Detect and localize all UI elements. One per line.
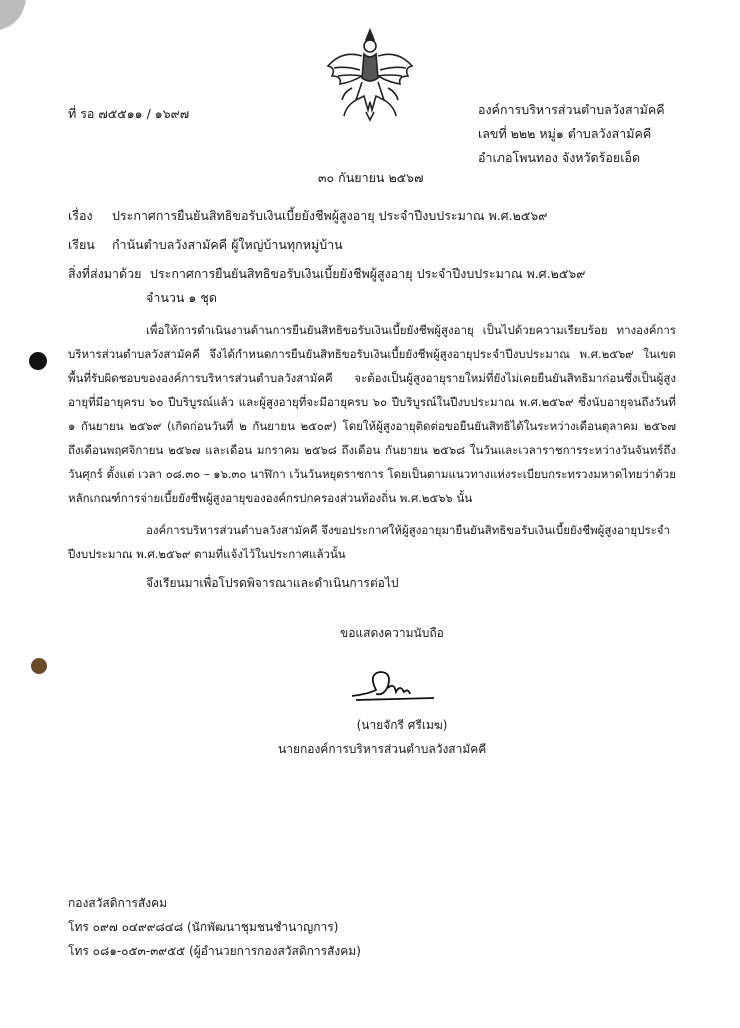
subject-label: เรื่อง [68,208,93,223]
regards-text: ขอแสดงความนับถือ [340,626,444,640]
recipient-line [68,235,343,255]
punch-hole-mark [29,352,47,370]
reference-number: ที่ รอ ๗๕๕๑๑ / ๑๖๙๗ [68,106,190,121]
department-name: กองสวัสดิการสังคม [68,896,168,910]
enclosure-text: ประกาศการยืนยันสิทธิขอรับเงินเบี้ยยังชีพผู้สูงอายุ ประจำปีงบประมาณ พ.ศ.๒๕๖๙ [149,266,586,281]
recipient-label: เรียน [68,237,95,252]
body-paragraph-2: องค์การบริหารส่วนตำบลวังสามัคคี จึงขอประกาศให้ผู้สูงอายุมายืนยันสิทธิขอรับเงินเบี้ยยังชีพผู้สูงอายุประจำปีงบประมาณ พ.ศ.๒๕๖๙ ตามที่แจ้งไว้ในประกาศแล้วนั้น [68,523,670,561]
address-line: เลขที่ ๒๒๒ หมู่๑ ตำบลวังสามัคคี [478,126,652,141]
recipient-text: กำนันตำบลวังสามัคคี ผู้ใหญ่บ้านทุกหมู่บ้าน [111,237,343,252]
body-paragraph-1: เพื่อให้การดำเนินงานด้านการยืนยันสิทธิขอรับเงินเบี้ยยังชีพผู้สูงอายุ เป็นไปด้วยความเรียบร้อย ทางองค์การบริหารส่วนตำบลวังสามัคคี จึงได้กำหนดการยืนยันสิทธิขอรับเงินเบี้ยยังชีพผู้สูงอายุประจำปีงบประมาณ พ.ศ.๒๕๖๙ ในเขตพื้นที่รับผิดชอบขององค์การบริหารส่วนตำบลวังสามัคคี จะต้องเป็นผู้สูงอายุรายใหม่ที่ยังไม่เคยยืนยันสิทธิมาก่อนซึ่งเป็นผู้สูงอายุที่มีอายุครบ ๖๐ ปีบริบูรณ์แล้ว และผู้สูงอายุที่จะมีอายุครบ ๖๐ ปีบริบูรณ์ในปีงบประมาณ พ.ศ.๒๕๖๙ ซึ่งนับอายุจนถึงวันที่ ๑ กันยายน ๒๕๖๙ (เกิดก่อนวันที่ ๒ กันยายน ๒๕๐๙) โดยให้ผู้สูงอายุติดต่อขอยืนยันสิทธิได้ในระหว่างเดือนตุลาคม ๒๕๖๗ ถึงเดือนพฤศจิกายน ๒๕๖๗ และเดือน มกราคม ๒๕๖๘ ถึงเดือน กันยายน ๒๕๖๘ ในวันและเวลาราชการระหว่างวันจันทร์ถึงวันศุกร์ ตั้งแต่ เวลา ๐๘.๓๐ – ๑๖.๓๐ นาฬิกา เว้นวันหยุดราชการ โดยเป็นตามแนวทางแห่งระเบียบกระทรวงมหาดไทยว่าด้วยหลักเกณฑ์การจ่ายเบี้ยยังชีพผู้สูงอายุขององค์กรปกครองส่วนท้องถิ่น พ.ศ.๒๕๖๖ นั้น [68,323,676,505]
enclosure-label: สิ่งที่ส่งมาด้วย [68,266,142,281]
handwritten-signature [348,664,438,708]
punch-hole-mark [31,658,47,674]
organization-address [478,98,665,170]
signer-title: นายกองค์การบริหารส่วนตำบลวังสามัคคี [278,742,487,756]
enclosure-line [68,264,585,284]
letter-date: ๓๐ กันยายน ๒๕๖๗ [318,170,424,185]
page-corner-fold [0,0,26,30]
closing-sentence: จึงเรียนมาเพื่อโปรดพิจารณาและดำเนินการต่อไป [146,576,399,590]
subject-text: ประกาศการยืนยันสิทธิขอรับเงินเบี้ยยังชีพผู้สูงอายุ ประจำปีงบประมาณ พ.ศ.๒๕๖๙ [111,208,548,223]
subject-line [68,206,547,226]
phone-line-2: โทร ๐๘๑-๐๕๓-๓๙๕๕ (ผู้อำนวยการกองสวัสดิการสังคม) [68,944,361,958]
enclosure-count: จำนวน ๑ ชุด [146,290,217,305]
address-line: องค์การบริหารส่วนตำบลวังสามัคคี [478,102,665,117]
garuda-emblem-icon [322,26,418,122]
signer-name: (นายจักรี ศรีเมฆ) [356,718,448,732]
phone-line-1: โทร ๐๙๗ ๐๔๙๙๘๔๘ (นักพัฒนาชุมชนชำนาญการ) [68,920,339,934]
address-line: อำเภอโพนทอง จังหวัดร้อยเอ็ด [478,150,641,165]
